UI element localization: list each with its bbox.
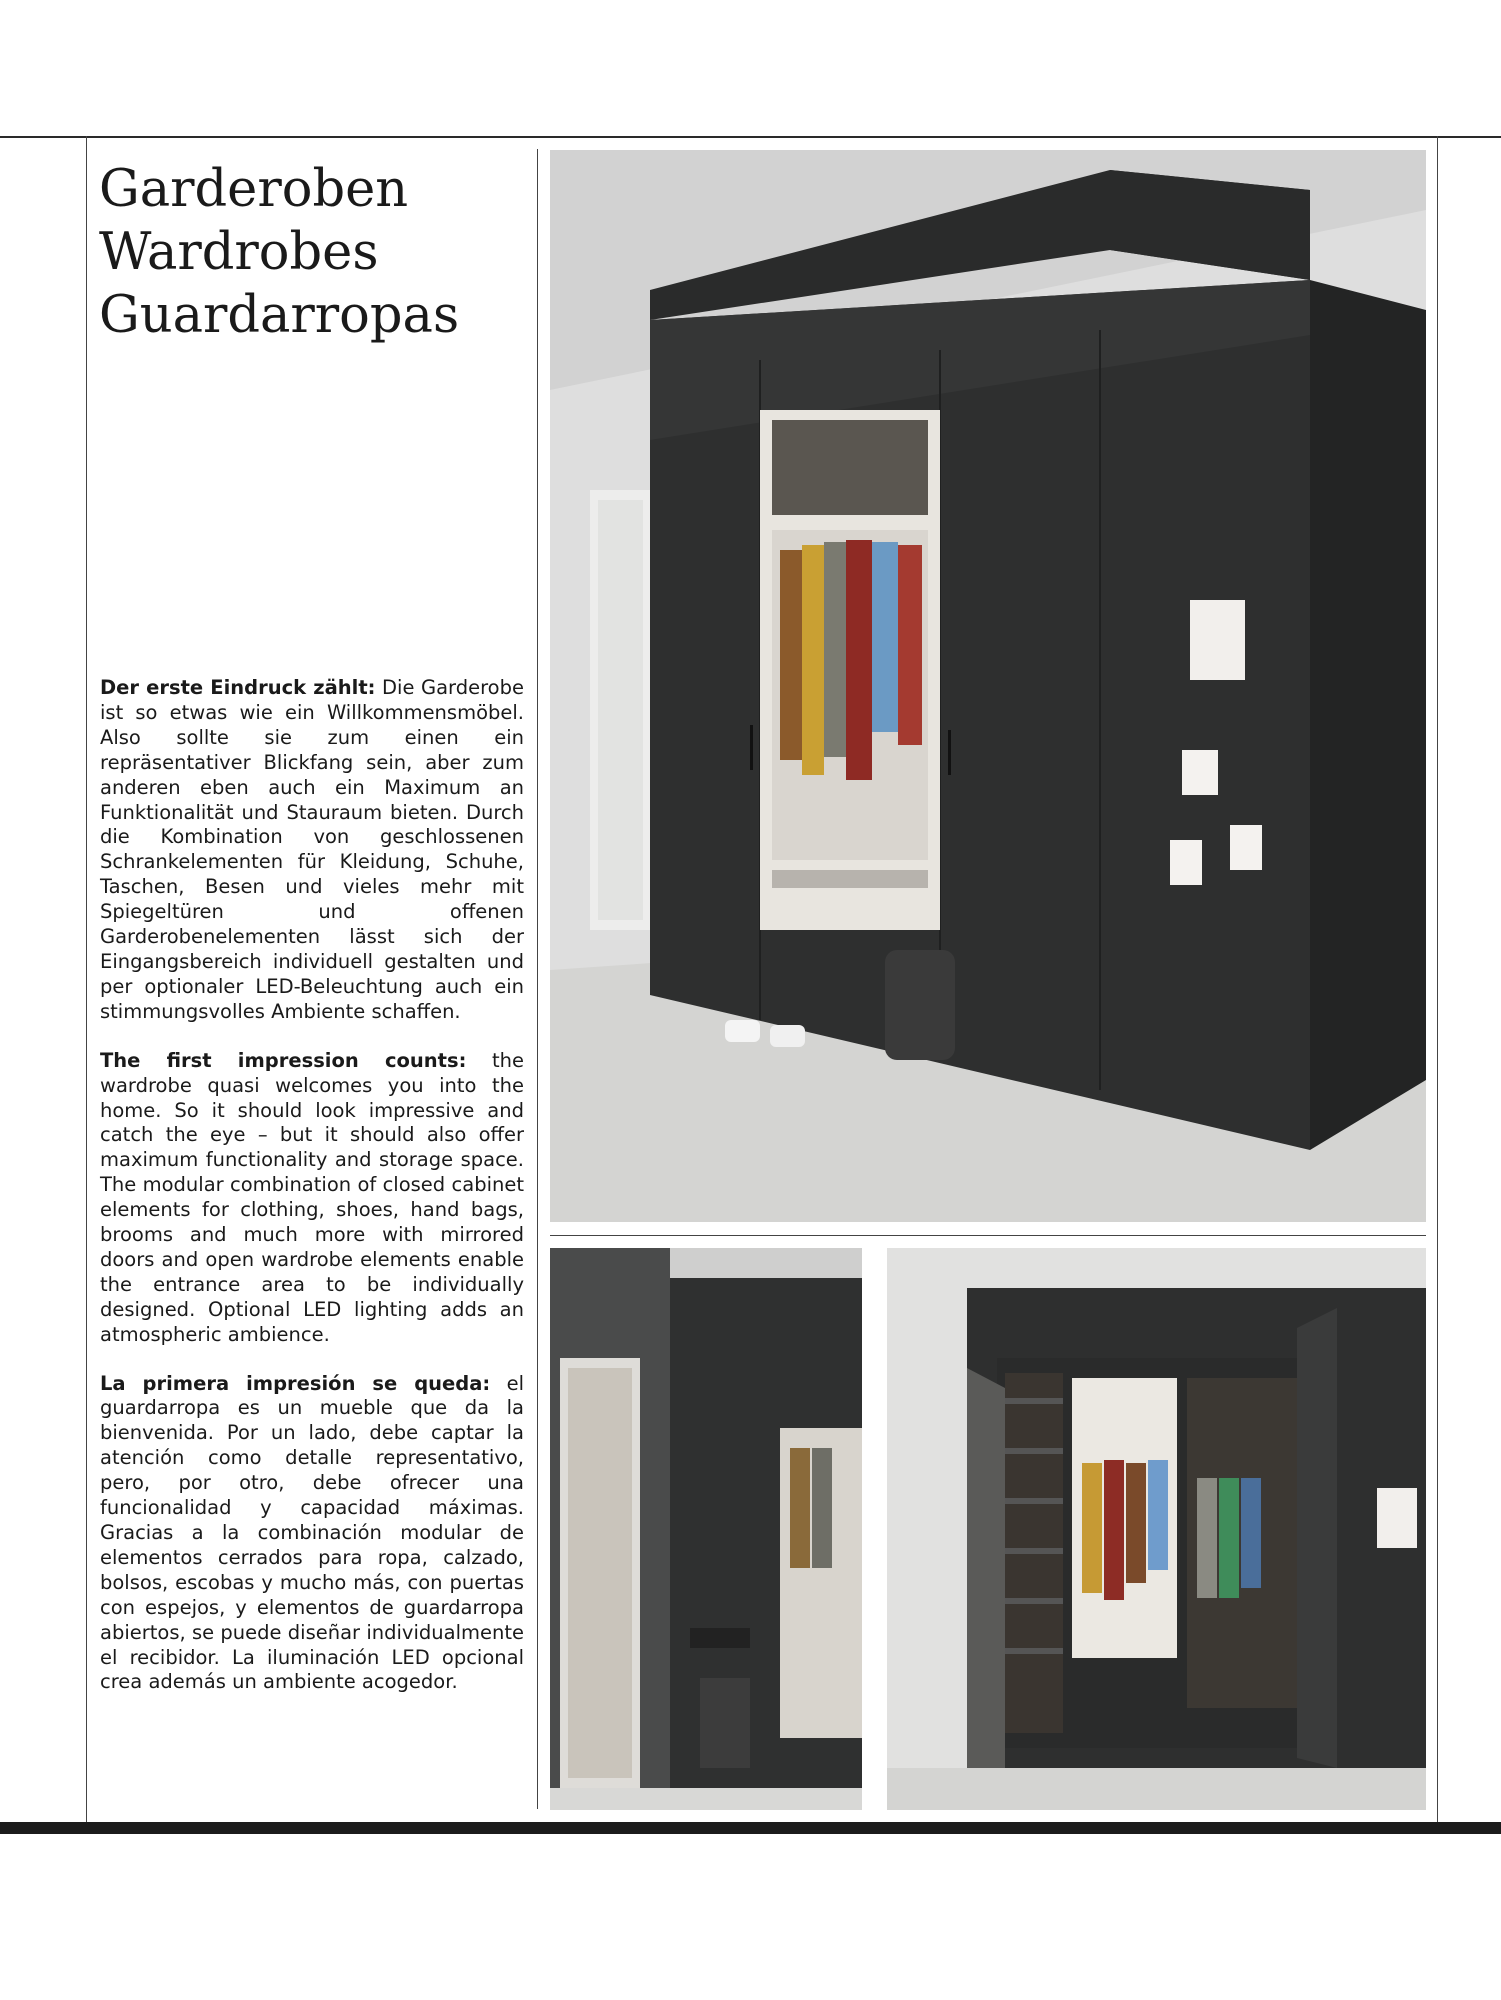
text-image-divider	[537, 149, 538, 1809]
title-english: Wardrobes	[99, 223, 379, 282]
paragraph-spanish	[100, 1372, 524, 1696]
body-text	[100, 676, 524, 1719]
left-column-rule	[86, 136, 87, 1822]
page-title	[99, 158, 519, 347]
main-wardrobe-photo	[550, 150, 1426, 1222]
bottom-rule	[0, 1822, 1501, 1834]
paragraph-german-lead: Der erste Eindruck zählt:	[100, 676, 376, 699]
paragraph-english	[100, 1049, 524, 1348]
title-german: Garderoben	[99, 160, 409, 219]
corner-wardrobe-photo	[550, 1248, 862, 1810]
paragraph-german	[100, 676, 524, 1025]
open-wardrobe-photo	[887, 1248, 1426, 1810]
paragraph-spanish-text: el guardarropa es un mueble que da la bienvenida. Por un lado, debe captar la atención como detalle representativo, pero, por otro, debe ofrecer una funcionalidad y capacidad máximas. Gracias a la combinación modular de elementos cerrados para ropa, calzado, bolsos, escobas y mucho más, con puertas con espejos, y elementos de guardarropa abiertos, se puede diseñar individualmente el recibidor. La iluminación LED opcional crea además un ambiente acogedor.	[100, 1371, 524, 1694]
paragraph-english-text: the wardrobe quasi welcomes you into the home. So it should look impressive and catch the eye – but it should also offer maximum functionality and storage space. The modular combination of closed cabinet elements for clothing, shoes, hand bags, brooms and much more with mirrored doors and open wardrobe elements enable the entrance area to be individually designed. Optional LED lighting adds an atmospheric ambience.	[100, 1048, 525, 1346]
image-row-divider	[550, 1235, 1426, 1236]
paragraph-german-text: Die Garderobe ist so etwas wie ein Willkommensmöbel. Also sollte sie zum einen ein repräsentativer Blickfang sein, aber zum anderen eben auch ein Maximum an Funktionalität und Stauraum bieten. Durch die Kombination von geschlossenen Schrankelementen für Kleidung, Schuhe, Taschen, Besen und vieles mehr mit Spiegeltüren und offenen Garderobenelementen lässt sich der Eingangsbereich individuell gestalten und per optionaler LED-Beleuchtung auch ein stimmungsvolles Ambiente schaffen.	[100, 676, 524, 1023]
top-rule	[0, 136, 1501, 138]
title-spanish: Guardarropas	[99, 286, 460, 345]
right-margin-rule	[1437, 136, 1438, 1822]
paragraph-english-lead: The first impression counts:	[100, 1048, 467, 1072]
paragraph-spanish-lead: La primera impresión se queda:	[100, 1371, 491, 1395]
